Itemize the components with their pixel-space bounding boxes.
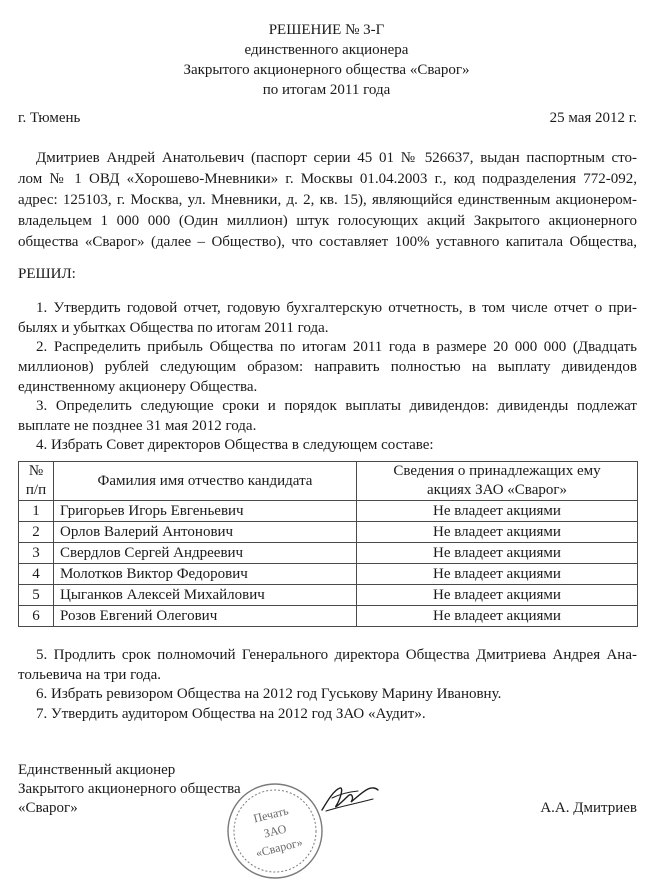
seal-text-line: «Сварог»: [254, 834, 304, 861]
header-number-line: №: [28, 463, 44, 479]
row-shares: Не владеет акциями: [357, 606, 638, 627]
signer-name: А.А. Дмитриев: [540, 800, 637, 816]
row-number: 2: [19, 522, 54, 543]
place: г. Тюмень: [18, 110, 81, 126]
row-shares: Не владеет акциями: [357, 501, 638, 522]
row-name: Молотков Виктор Федорович: [54, 564, 357, 585]
table-row: [19, 501, 638, 522]
signatory-title-line: Единственный акционер: [18, 762, 176, 778]
signature-icon: [318, 780, 380, 818]
item-1-line: былях и убытках Общества по итогам 2011 года.: [18, 320, 329, 336]
item-3-line: выплате не позднее 31 мая 2012 года.: [18, 418, 257, 434]
header-number-line: п/п: [25, 482, 47, 498]
intro-line: Дмитриев Андрей Анатольевич (паспорт серии 45 01 № 526637, выдан паспортным сто-: [36, 150, 637, 166]
header-name: Фамилия имя отчество кандидата: [54, 462, 357, 501]
item-2-line: единственному акционеру Общества.: [18, 379, 258, 395]
row-name: Григорьев Игорь Евгеньевич: [54, 501, 357, 522]
row-number: 4: [19, 564, 54, 585]
table-row: [19, 522, 638, 543]
row-name: Цыганков Алексей Михайлович: [54, 585, 357, 606]
date: 25 мая 2012 г.: [549, 110, 637, 126]
row-number: 5: [19, 585, 54, 606]
intro-line: лом № 1 ОВД «Хорошево-Мневники» г. Москвы 01.04.2003 г., код подразделения 772-092,: [18, 171, 637, 187]
intro-line: владельцем 1 000 000 (Один миллион) штук голосующих акций Закрытого акционерного: [18, 213, 637, 229]
document-subtitle-1: единственного акционера: [244, 42, 409, 58]
header-number: [19, 462, 54, 501]
row-name: Орлов Валерий Антонович: [54, 522, 357, 543]
item-7-line: 7. Утвердить аудитором Общества на 2012 год ЗАО «Аудит».: [36, 706, 426, 722]
row-number: 6: [19, 606, 54, 627]
row-name: Розов Евгений Олегович: [54, 606, 357, 627]
header-shares-line: акциях ЗАО «Сварог»: [426, 482, 568, 498]
table-header-row: [19, 462, 638, 501]
row-shares: Не владеет акциями: [357, 585, 638, 606]
item-1-line: 1. Утвердить годовой отчет, годовую бухгалтерскую отчетность, в том числе отчет о при-: [36, 300, 637, 316]
item-3-line: 3. Определить следующие сроки и порядок выплаты дивидендов: дивиденды подлежат: [36, 398, 637, 414]
company-seal-icon: [226, 782, 324, 880]
intro-line: общества «Сварог» (далее – Общество), что составляет 100% уставного капитала Общества,: [18, 234, 637, 250]
row-shares: Не владеет акциями: [357, 522, 638, 543]
item-4-line: 4. Избрать Совет директоров Общества в следующем составе:: [36, 437, 434, 453]
item-5-line: 5. Продлить срок полномочий Генерального директора Общества Дмитриева Андрея Ана-: [36, 647, 637, 663]
item-5-line: тольевича на три года.: [18, 667, 162, 683]
document-subtitle-3: по итогам 2011 года: [262, 82, 391, 98]
header-shares-line: Сведения о принадлежащих ему: [393, 463, 601, 479]
seal-text-line: Печать: [251, 803, 290, 826]
item-6-line: 6. Избрать ревизором Общества на 2012 год Гуськову Марину Ивановну.: [36, 686, 502, 702]
document-title: РЕШЕНИЕ № 3-Г: [268, 22, 385, 38]
seal-text-line: ЗАО: [262, 821, 288, 841]
signatory-title-line: «Сварог»: [18, 800, 78, 816]
document-subtitle-2: Закрытого акционерного общества «Сварог»: [183, 62, 470, 78]
row-shares: Не владеет акциями: [357, 543, 638, 564]
item-2-line: миллионов) рублей следующим образом: направить полностью на выплату дивидендов: [18, 359, 637, 375]
row-name: Свердлов Сергей Андреевич: [54, 543, 357, 564]
item-2-line: 2. Распределить прибыль Общества по итогам 2011 года в размере 20 000 000 (Двадцать: [36, 339, 637, 355]
table-row: [19, 564, 638, 585]
resolved-heading: РЕШИЛ:: [18, 266, 76, 282]
table-row: [19, 543, 638, 564]
intro-line: адрес: 125103, г. Москва, ул. Мневники, д. 2, кв. 15), являющийся единственным акционером-: [18, 192, 637, 208]
row-shares: Не владеет акциями: [357, 564, 638, 585]
signatory-title-line: Закрытого акционерного общества: [18, 781, 241, 797]
table-row: [19, 606, 638, 627]
board-candidates-table: [18, 461, 638, 627]
row-number: 3: [19, 543, 54, 564]
table-row: [19, 585, 638, 606]
header-shares: [357, 462, 638, 501]
row-number: 1: [19, 501, 54, 522]
